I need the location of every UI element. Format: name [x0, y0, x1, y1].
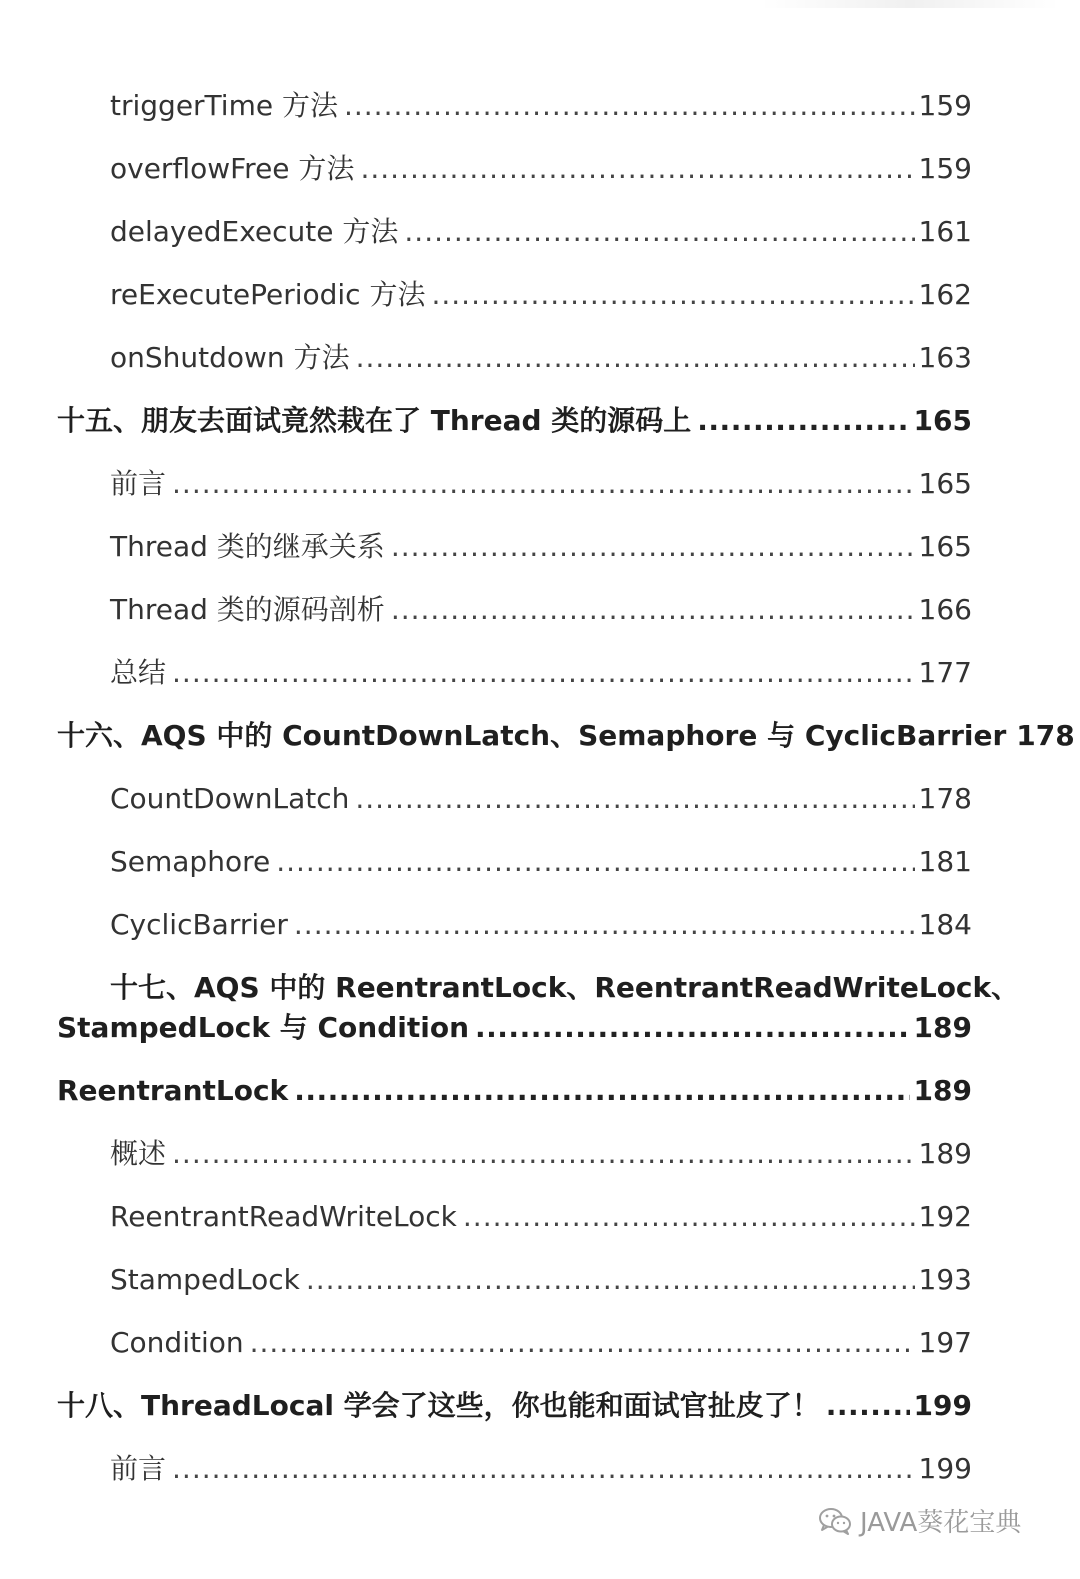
dot-leader	[355, 781, 914, 817]
toc-chapter[interactable]	[57, 403, 972, 439]
toc-entry-page: 177	[918, 656, 972, 689]
toc-entry[interactable]	[110, 277, 972, 313]
scan-smudge	[760, 0, 1060, 8]
toc-entry-page: 178	[918, 782, 972, 815]
toc-entry-page: 184	[918, 908, 972, 941]
toc-entry-label: 前言	[110, 1452, 167, 1485]
toc-chapter-label: 十五、朋友去面试竟然栽在了 Thread 类的源码上	[57, 404, 692, 437]
toc-entry-label: Condition	[110, 1326, 244, 1359]
toc-entry[interactable]	[110, 466, 972, 502]
toc-entry-page: 163	[918, 341, 972, 374]
toc-entry[interactable]	[110, 1136, 972, 1172]
toc-entry-page: 189	[918, 1137, 972, 1170]
toc-chapter-label: 十六、AQS 中的 CountDownLatch、Semaphore 与 CyclicBarrier	[57, 719, 1007, 752]
toc-entry-label: reExecutePeriodic 方法	[110, 278, 426, 311]
toc-entry[interactable]	[110, 1325, 972, 1361]
toc-entry-label: triggerTime 方法	[110, 89, 338, 122]
toc-entry-page: 165	[918, 530, 972, 563]
dot-leader	[276, 844, 914, 880]
toc-entry-label: Thread 类的继承关系	[110, 530, 385, 563]
dot-leader	[172, 1136, 915, 1172]
toc-entry[interactable]	[110, 1199, 972, 1235]
watermark	[818, 1502, 1021, 1539]
toc-entry[interactable]	[110, 340, 972, 376]
toc-entry[interactable]	[110, 1451, 972, 1487]
toc-entry-label: overflowFree 方法	[110, 152, 355, 185]
toc-entry[interactable]	[110, 529, 972, 565]
toc-entry-label: ReentrantReadWriteLock	[110, 1200, 457, 1233]
toc-entry-label: delayedExecute 方法	[110, 215, 399, 248]
dot-leader	[294, 1073, 909, 1109]
toc-entry-page: 192	[918, 1200, 972, 1233]
toc-chapter-page: 165	[913, 404, 972, 437]
toc-entry[interactable]	[110, 592, 972, 628]
toc-chapter-page: 189	[913, 1011, 972, 1044]
toc-entry-label: 前言	[110, 467, 167, 500]
toc-entry[interactable]	[110, 88, 972, 124]
toc-chapter-page: 189	[913, 1074, 972, 1107]
toc-entry-page: 193	[918, 1263, 972, 1296]
toc-entry-page: 161	[918, 215, 972, 248]
toc-entry-label: CountDownLatch	[110, 782, 350, 815]
toc-entry-label: CyclicBarrier	[110, 908, 288, 941]
toc-entry-page: 159	[918, 152, 972, 185]
dot-leader	[250, 1325, 915, 1361]
toc-chapter[interactable]	[57, 1073, 972, 1109]
dot-leader	[697, 403, 909, 439]
dot-leader	[431, 277, 914, 313]
dot-leader	[360, 151, 914, 187]
toc-entry-label: onShutdown 方法	[110, 341, 350, 374]
toc-chapter-page: 199	[913, 1389, 972, 1422]
toc-entry[interactable]	[110, 1262, 972, 1298]
toc-entry-page: 181	[918, 845, 972, 878]
toc-entry[interactable]	[110, 907, 972, 943]
dot-leader	[391, 529, 915, 565]
toc-entry-label: Semaphore	[110, 845, 271, 878]
toc-chapter-label: ReentrantLock	[57, 1074, 289, 1107]
toc-entry-label: Thread 类的源码剖析	[110, 593, 385, 626]
toc-entry-page: 162	[918, 278, 972, 311]
toc-chapter-label: StampedLock 与 Condition	[57, 1011, 470, 1044]
toc-entry[interactable]	[110, 151, 972, 187]
dot-leader	[172, 655, 915, 691]
toc-entry-page: 166	[918, 593, 972, 626]
toc-chapter[interactable]	[57, 718, 1075, 754]
watermark-text: JAVA葵花宝典	[860, 1508, 1022, 1538]
toc-chapter-page: 178	[1016, 719, 1075, 752]
toc-entry-label: 概述	[110, 1137, 167, 1170]
dot-leader	[826, 1388, 910, 1424]
toc-entry-label: 总结	[110, 656, 167, 689]
toc-entry[interactable]	[110, 781, 972, 817]
toc-chapter-label: 十八、ThreadLocal 学会了这些，你也能和面试官扯皮了！	[57, 1389, 820, 1422]
toc-chapter-wrapped-line[interactable]: 十七、AQS 中的 ReentrantLock、ReentrantReadWriteLock、	[110, 971, 1020, 1004]
dot-leader	[172, 1451, 915, 1487]
toc-entry-page: 165	[918, 467, 972, 500]
dot-leader	[356, 340, 915, 376]
wechat-icon	[818, 1507, 852, 1535]
toc-entry[interactable]	[110, 214, 972, 250]
toc-entry-page: 199	[918, 1452, 972, 1485]
toc-entry-page: 159	[918, 89, 972, 122]
toc-entry[interactable]	[110, 844, 972, 880]
dot-leader	[294, 907, 915, 943]
dot-leader	[344, 88, 915, 124]
dot-leader	[172, 466, 915, 502]
toc-entry[interactable]	[110, 655, 972, 691]
toc-entry-label: StampedLock	[110, 1263, 300, 1296]
dot-leader	[475, 1010, 910, 1046]
dot-leader	[306, 1262, 915, 1298]
toc-entry-page: 197	[918, 1326, 972, 1359]
toc-chapter[interactable]	[57, 1388, 972, 1424]
toc-chapter[interactable]	[57, 1010, 972, 1046]
dot-leader	[463, 1199, 915, 1235]
dot-leader	[391, 592, 915, 628]
dot-leader	[404, 214, 914, 250]
